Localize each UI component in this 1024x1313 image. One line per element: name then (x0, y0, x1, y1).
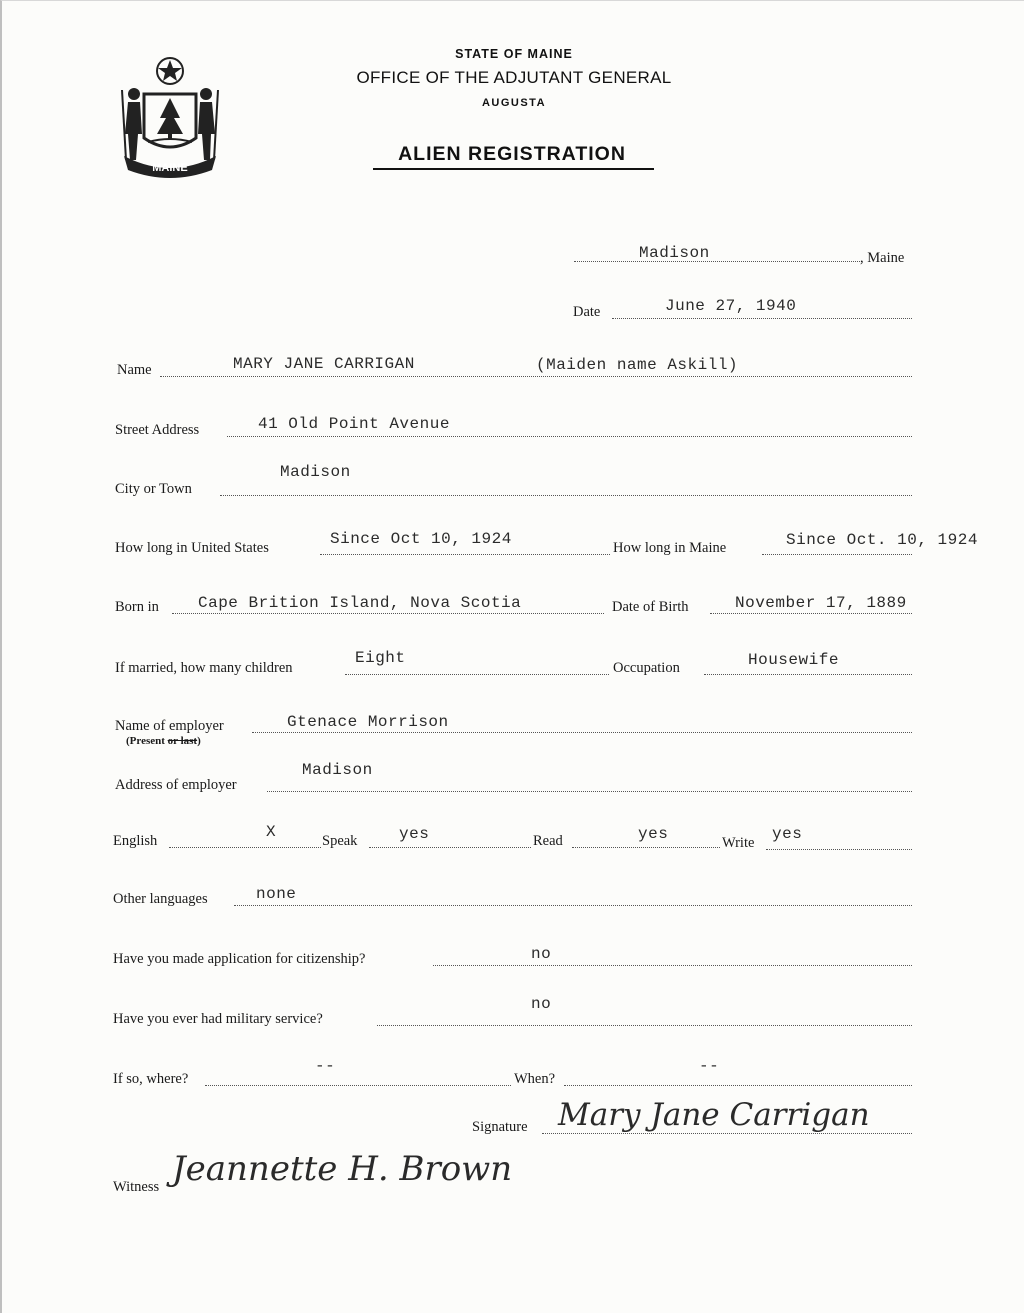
name-label: Name (117, 362, 152, 378)
born-in-label: Born in (115, 599, 159, 615)
how-long-maine-label: How long in Maine (613, 540, 727, 556)
form-title: ALIEN REGISTRATION (398, 143, 626, 165)
read-value: yes (638, 825, 669, 843)
how-long-us-label: How long in United States (115, 540, 269, 556)
how-long-maine-value: Since Oct. 10, 1924 (786, 531, 978, 549)
maiden-name-value: (Maiden name Askill) (536, 356, 739, 374)
english-value: X (266, 823, 277, 841)
name-value: MARY JANE CARRIGAN (233, 355, 415, 373)
header-state: STATE OF MAINE (455, 47, 573, 61)
write-label: Write (722, 835, 755, 851)
employer-address-label: Address of employer (115, 777, 237, 793)
citizenship-label: Have you made application for citizenship? (113, 951, 366, 967)
military-label: Have you ever had military service? (113, 1011, 323, 1027)
witness-label: Witness (113, 1179, 160, 1195)
witness-handwriting: Jeannette H. Brown (172, 1149, 513, 1189)
date-value: June 27, 1940 (665, 297, 797, 315)
place-state-label: , Maine (860, 250, 905, 266)
employer-label: Name of employer (115, 718, 224, 734)
speak-value: yes (399, 825, 430, 843)
seal-lettering: MAINE (152, 162, 188, 174)
employer-value: Gtenace Morrison (287, 713, 449, 731)
maine-state-seal-icon (114, 56, 226, 182)
how-long-us-value: Since Oct 10, 1924 (330, 530, 512, 548)
write-value: yes (772, 825, 803, 843)
signature-handwriting: Mary Jane Carrigan (558, 1097, 870, 1133)
signature-label: Signature (472, 1119, 528, 1135)
city-label: City or Town (115, 481, 192, 497)
occupation-value: Housewife (748, 651, 839, 669)
dob-value: November 17, 1889 (735, 594, 907, 612)
employer-sublabel: (Present or last) (126, 735, 201, 747)
header-city: AUGUSTA (481, 97, 547, 109)
date-label: Date (573, 304, 601, 320)
other-languages-label: Other languages (113, 891, 208, 907)
city-value: Madison (280, 463, 351, 481)
citizenship-value: no (531, 945, 552, 963)
speak-label: Speak (322, 833, 358, 849)
dob-label: Date of Birth (612, 599, 689, 615)
street-value: 41 Old Point Avenue (258, 415, 450, 433)
where-value: -- (315, 1057, 336, 1075)
other-languages-value: none (256, 885, 297, 903)
header-office: OFFICE OF THE ADJUTANT GENERAL (356, 68, 672, 87)
when-value: -- (699, 1057, 720, 1075)
children-value: Eight (355, 649, 406, 667)
title-underline (373, 168, 654, 170)
street-label: Street Address (115, 422, 200, 438)
employer-address-value: Madison (302, 761, 373, 779)
when-label: When? (514, 1071, 556, 1087)
military-value: no (531, 995, 552, 1013)
children-label: If married, how many children (115, 660, 293, 676)
born-in-value: Cape Brition Island, Nova Scotia (198, 594, 522, 612)
occupation-label: Occupation (613, 660, 680, 676)
english-label: English (113, 833, 158, 849)
read-label: Read (533, 833, 563, 849)
where-label: If so, where? (113, 1071, 189, 1087)
place-value: Madison (639, 244, 710, 262)
